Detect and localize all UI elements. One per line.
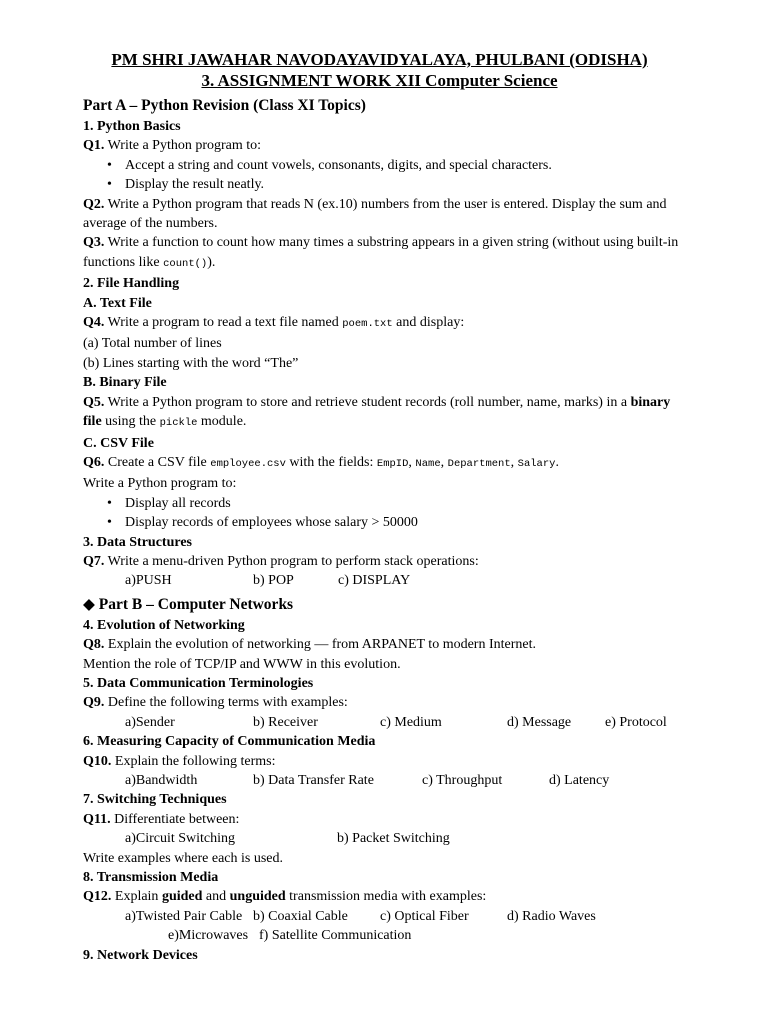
option-item: d) Message [507, 714, 572, 730]
q9-options [83, 713, 683, 732]
question-number: Q1. [83, 138, 105, 154]
list-item: • Display the result neatly. [125, 175, 683, 194]
question-q9 [83, 693, 683, 712]
school-title: PM SHRI JAWAHAR NAVODAYAVIDYALAYA, PHULBANI (ODISHA) [111, 50, 648, 69]
section-measuring-capacity: 6. Measuring Capacity of Communication Media [83, 734, 376, 750]
question-text: Explain [111, 889, 162, 905]
subsection-binary-file: B. Binary File [83, 375, 167, 391]
option-item: a)Twisted Pair Cable [125, 908, 243, 924]
section-network-devices: 9. Network Devices [83, 947, 198, 963]
section-data-communication: 5. Data Communication Terminologies [83, 675, 314, 691]
question-number: Q6. [83, 454, 105, 470]
question-q8 [83, 635, 683, 654]
option-item: c) Throughput [422, 772, 503, 788]
question-number: Q7. [83, 553, 105, 569]
subsection-csv-file: C. CSV File [83, 435, 154, 451]
option-item: b) Data Transfer Rate [253, 772, 374, 788]
option-item: b) Packet Switching [337, 831, 450, 847]
question-number: Q9. [83, 695, 105, 711]
inline-code: employee.csv [210, 457, 286, 470]
option-item: e)Microwaves [168, 928, 249, 944]
option-item: d) Radio Waves [507, 908, 596, 924]
q12-options-row-1 [83, 907, 683, 926]
bold-term: binary file [83, 394, 671, 430]
question-number: Q8. [83, 637, 105, 653]
question-q7 [83, 552, 683, 571]
bold-term: unguided [229, 889, 286, 905]
field-name: EmpID [376, 457, 409, 470]
option-item: e) Protocol [605, 714, 667, 730]
inline-code: count() [163, 257, 208, 270]
option-item: f) Satellite Communication [259, 928, 412, 944]
q11-line-2: Write examples where each is used. [83, 850, 284, 866]
question-number: Q10. [83, 753, 112, 769]
question-q2 [83, 195, 683, 234]
section-transmission-media: 8. Transmission Media [83, 869, 219, 885]
q6-instruction: Write a Python program to: [83, 476, 237, 492]
question-q1 [83, 136, 683, 155]
q4-part-b: (b) Lines starting with the word “The” [83, 355, 299, 371]
part-b-heading: ◆ Part B – Computer Networks [83, 595, 294, 613]
inline-code: poem.txt [342, 318, 393, 331]
option-item: a)PUSH [125, 573, 172, 589]
option-item: a)Circuit Switching [125, 831, 236, 847]
section-python-basics: 1. Python Basics [83, 119, 181, 134]
option-item: b) Coaxial Cable [253, 908, 348, 924]
section-data-structures: 3. Data Structures [83, 534, 193, 550]
option-item: c) Medium [380, 714, 442, 730]
subsection-text-file: A. Text File [83, 295, 152, 311]
field-name: Department [447, 457, 511, 470]
part-a-heading: Part A – Python Revision (Class XI Topics) [83, 97, 366, 114]
q8-line-2: Mention the role of TCP/IP and WWW in this evolution. [83, 656, 401, 672]
question-text: Write a Python program that reads N (ex.10) numbers from the user is entered. Display the sum and average of the numbers. [83, 196, 667, 232]
question-q3 [83, 233, 683, 274]
assignment-title: 3. ASSIGNMENT WORK XII Computer Science [201, 71, 558, 90]
bold-term: guided [161, 889, 203, 905]
field-name: Salary [517, 457, 556, 470]
question-text-end: module. [197, 414, 247, 430]
q12-options-row-2 [83, 926, 683, 945]
section-evolution-networking: 4. Evolution of Networking [83, 617, 245, 633]
option-item: a)Bandwidth [125, 772, 198, 788]
question-number: Q3. [83, 235, 105, 251]
option-item: c) Optical Fiber [380, 908, 469, 924]
option-item: d) Latency [549, 772, 610, 788]
question-text-end: ). [207, 254, 216, 270]
question-text-mid: and [202, 889, 230, 905]
field-name: Name [415, 457, 441, 470]
q1-bullets [83, 156, 683, 195]
list-item: • Accept a string and count vowels, consonants, digits, and special characters. [125, 156, 683, 175]
question-text: Create a CSV file [104, 454, 211, 470]
question-q4 [83, 313, 683, 334]
question-number: Q5. [83, 394, 105, 410]
document-content [83, 50, 683, 965]
question-text-end: transmission media with examples: [285, 889, 487, 905]
inline-code: pickle [159, 417, 198, 430]
q4-part-a: (a) Total number of lines [83, 336, 222, 352]
question-q12 [83, 887, 683, 906]
question-text: Write a menu-driven Python program to perform stack operations: [104, 553, 479, 569]
question-number: Q11. [83, 811, 111, 827]
question-text: Write a Python program to store and retrieve student records (roll number, name, marks) in a [104, 394, 631, 410]
list-item: • Display all records [125, 494, 683, 513]
q7-options [83, 571, 683, 590]
option-item: b) Receiver [253, 714, 318, 730]
q6-bullets [83, 494, 683, 533]
option-item: a)Sender [125, 714, 175, 730]
q10-options [83, 771, 683, 790]
question-q5 [83, 393, 683, 434]
question-text-end: and display: [392, 315, 465, 331]
question-number: Q2. [83, 196, 105, 212]
section-file-handling: 2. File Handling [83, 276, 180, 292]
question-text: Write a program to read a text file named [104, 315, 343, 331]
question-text: Explain the following terms: [111, 753, 276, 769]
question-q10 [83, 752, 683, 771]
question-text-mid: with the fields: [285, 454, 377, 470]
question-text: Differentiate between: [110, 811, 240, 827]
question-q6: Q6. Create a CSV file employee.csv with the fields: EmpID, Name, Department, Salary. [83, 454, 559, 470]
question-number: Q12. [83, 889, 112, 905]
list-item: • Display records of employees whose salary > 50000 [125, 513, 683, 532]
question-text: Explain the evolution of networking — from ARPANET to modern Internet. [104, 637, 536, 653]
question-q11 [83, 810, 683, 829]
question-text: Write a Python program to: [104, 138, 262, 154]
question-text-mid: using the [101, 414, 160, 430]
q11-options [83, 829, 683, 848]
section-switching-techniques: 7. Switching Techniques [83, 792, 227, 808]
question-text: Write a function to count how many times a substring appears in a given string (without using built-in functions like [83, 235, 679, 270]
option-item: c) DISPLAY [338, 573, 411, 589]
question-text: Define the following terms with examples: [104, 695, 348, 711]
question-number: Q4. [83, 315, 105, 331]
option-item: b) POP [253, 573, 294, 589]
